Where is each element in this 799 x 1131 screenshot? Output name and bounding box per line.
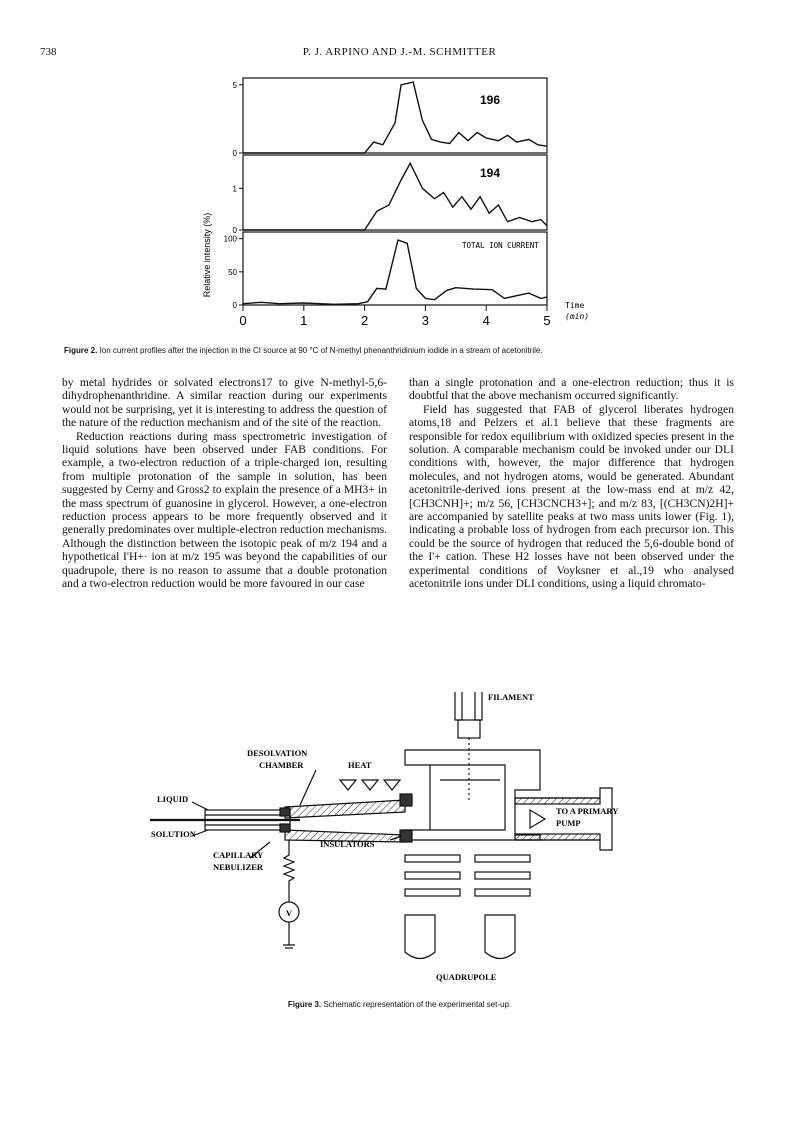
left-paragraph-2: Reduction reactions during mass spectrometric investigation of liquid solutions have been observed under FAB conditions. For example, a two-electron reduction of a triple-charged ion, resulting from multiple protonation of the sample in solution, has been suggested by Cerny and Gross2 to explain the presence of a MH3+ in the mass spectrum of guanosine in glycerol. However, a one-electron reduction process appears to be more frequently observed and it generally predominates over multiple-electron reduction mechanisms. Although the distinction between the isotopic peak of m/z 194 and a hypothetical I'H+· ion at m/z 195 was beyond the capabilities of our quadrupole, there is no reason to assume that a double protonation and a two-electron reduction would be more favoured in our case	[62, 429, 387, 591]
voltmeter-label: V	[285, 908, 293, 918]
x-tick-label: 5	[543, 313, 551, 328]
label-nebulizer: NEBULIZER	[213, 862, 264, 872]
figure-2-caption-text: Ion current profiles after the injection in the CI source at 90 °C of N-methyl phenanthridinium iodide in a stream of acetonitrile.	[99, 346, 543, 355]
figure-2-chart	[0, 0, 799, 345]
insulator-top	[400, 794, 412, 806]
x-tick-label: 4	[482, 313, 490, 328]
panel-label-1: 194	[480, 166, 501, 180]
panel-label-0: 196	[480, 93, 501, 107]
left-text-column	[62, 376, 387, 591]
label-liquid: LIQUID	[157, 794, 189, 804]
heat-arrow-1	[340, 780, 356, 790]
resistor	[284, 840, 294, 902]
running-head: P. J. ARPINO AND J.-M. SCHMITTER	[302, 46, 497, 58]
lens-1	[405, 855, 460, 862]
figure-2-caption	[64, 346, 543, 355]
quadrupole-rod-right	[485, 915, 515, 959]
right-text-column	[409, 376, 734, 591]
filament-body	[458, 720, 480, 738]
lens-3	[405, 889, 460, 896]
y-tick-label: 5	[232, 80, 237, 90]
figure-3-caption	[0, 1000, 799, 1009]
quadrupole-rod-left	[405, 915, 435, 959]
heat-arrow-2	[362, 780, 378, 790]
label-solution: SOLUTION	[151, 829, 196, 839]
y-tick-label: 100	[223, 234, 237, 244]
label-chamber: CHAMBER	[259, 760, 304, 770]
panel-frame-0	[243, 78, 547, 153]
label-pump: PUMP	[556, 818, 581, 828]
label-to-a-primary: TO A PRIMARY	[556, 806, 619, 816]
label-capillary: CAPILLARY	[213, 850, 264, 860]
x-axis-label-unit: (min)	[565, 312, 590, 321]
figure-3-caption-text: Schematic representation of the experimental set-up.	[323, 1000, 512, 1009]
series-line-1	[243, 163, 547, 230]
left-paragraph-1: by metal hydrides or solvated electrons17 to give N-methyl-5,6-dihydrophenanthridine. A similar reaction during our experiments would not be surprising, yet it is interesting to address the question of the nature of the reduction mechanism and of the site of the reaction.	[62, 376, 387, 430]
x-tick-label: 3	[421, 313, 430, 328]
x-tick-label: 1	[300, 313, 308, 328]
figure-3-diagram	[0, 690, 799, 990]
y-tick-label: 1	[232, 184, 237, 194]
y-tick-label: 0	[232, 149, 237, 158]
filament-holder	[455, 692, 482, 720]
y-tick-label: 0	[232, 226, 237, 235]
right-paragraph-1: than a single protonation and a one-electron reduction; thus it is doubtful that the above mechanism occurred significantly.	[409, 376, 734, 403]
desolvation-chamber	[285, 800, 405, 818]
heat-arrow-3	[384, 780, 400, 790]
lens-2	[405, 872, 460, 879]
ion-source-chamber	[405, 750, 540, 840]
panel-label-2: TOTAL ION CURRENT	[462, 241, 539, 250]
series-line-0	[243, 82, 547, 153]
right-paragraph-2: Field has suggested that FAB of glycerol liberates hydrogen atoms,18 and Pelzers et al.1 believe that these fragments are responsible for redox equilibrium with oxidized species present in the solution. A comparable mechanism could be invoked under our DLI conditions with, however, the major difference that hydrogen molecules, and not hydrogen atoms, would be generated. Abundant acetonitrile-derived ions present at the low-mass end at m/z 42, [CH3CNH]+; m/z 56, [CH3CNCH3+]; and m/z 83, [(CH3CN)2H]+ are accompanied by satellite peaks at two mass units lower (Fig. 1), indicating a probable loss of hydrogen from each precursor ion. This could be the source of hydrogen that reduced the 5,6-double bond of the I'+ cation. These H2 losses have not been observed under the experimental conditions of Voyksner et al.,19 who analysed acetonitrile ions under DLI conditions, using a liquid chromato-	[409, 402, 734, 591]
y-tick-label: 50	[228, 267, 237, 277]
y-tick-label: 0	[232, 301, 237, 310]
label-insulators: INSULATORS	[320, 839, 375, 849]
x-axis-label-time: Time	[565, 301, 585, 310]
label-filament: FILAMENT	[488, 692, 534, 702]
page-number: 738	[40, 46, 57, 58]
pump-arrow	[530, 810, 545, 828]
x-tick-label: 0	[239, 313, 247, 328]
figure-3-caption-label: Figure 3.	[287, 1000, 322, 1009]
x-tick-label: 2	[360, 313, 369, 328]
label-desolvation: DESOLVATION	[247, 748, 308, 758]
y-axis-label: Relative intensity (%)	[202, 212, 212, 298]
figure-2-caption-label: Figure 2.	[64, 346, 98, 355]
label-heat: HEAT	[348, 760, 372, 770]
label-quadrupole: QUADRUPOLE	[436, 972, 497, 982]
